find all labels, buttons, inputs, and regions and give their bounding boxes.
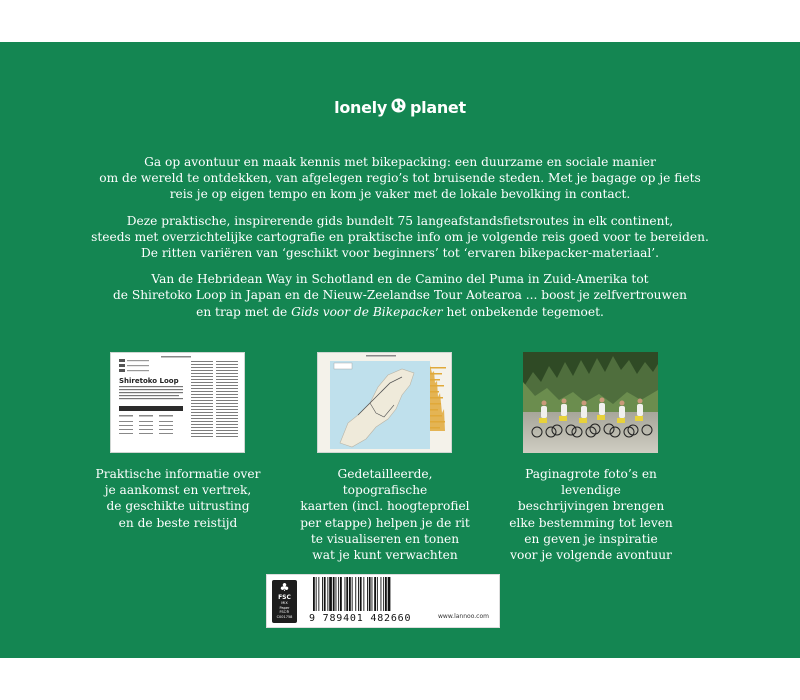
globe-icon bbox=[391, 98, 406, 117]
tree-icon: ♣ bbox=[279, 581, 290, 594]
barcode-bar bbox=[316, 577, 317, 611]
lonely-planet-logo bbox=[0, 98, 800, 117]
isbn-number: 9 789401 482660 bbox=[309, 613, 412, 624]
book-title: Gids voor de Bikepacker bbox=[291, 304, 443, 319]
barcode-bar bbox=[369, 577, 371, 611]
back-cover bbox=[0, 42, 800, 658]
barcode-bar bbox=[377, 577, 378, 611]
barcode-bar bbox=[372, 577, 373, 611]
intro-text bbox=[90, 154, 710, 330]
caption-maps: Gedetailleerde, topografische kaarten (incl. hoogteprofiel per etappe) helpen je de rit te visualiseren en tonen wat je kunt verwachten bbox=[300, 467, 470, 563]
barcode-bar bbox=[383, 577, 384, 611]
fsc-logo: ♣ FSC MIX Paper FSC® C001758 bbox=[272, 580, 297, 623]
logo-text-left: lonely bbox=[334, 98, 387, 117]
intro-paragraph-2: Deze praktische, inspirerende gids bundelt 75 langeafstandsfietsroutes in elk continent, steeds met overzichtelijke cartografie en praktische info om je volgende reis goed voor te bereiden. De ritten variëren van ‘geschikt voor beginners’ tot ‘ervaren bikepacker-materiaal’. bbox=[91, 213, 709, 261]
sample-map-thumbnail bbox=[317, 352, 452, 453]
caption-photos: Paginagrote foto’s en levendige beschrijvingen brengen elke bestemming tot leven en geven je inspiratie voor je volgende avontuur bbox=[509, 467, 673, 563]
sample-page-title: Shiretoko Loop bbox=[119, 377, 179, 385]
barcode-bar bbox=[374, 577, 376, 611]
barcode-bar bbox=[333, 577, 335, 611]
barcode-bar bbox=[360, 577, 362, 611]
intro-paragraph-1: Ga op avontuur en maak kennis met bikepacking: een duurzame en sociale manier om de wereld te ontdekken, van afgelegen regio’s tot bruisende steden. Met je bagage op je fiets reis je op eigen tempo en kom je vaker met de lokale bevolking in contact. bbox=[99, 155, 701, 202]
barcode-bar bbox=[355, 577, 356, 611]
barcode-bar bbox=[327, 577, 328, 611]
sample-page-thumbnail bbox=[110, 352, 245, 453]
barcode-bar bbox=[352, 577, 353, 611]
barcode-bar bbox=[381, 577, 382, 611]
barcode-bar bbox=[318, 577, 319, 611]
barcode-bar bbox=[346, 577, 348, 611]
barcode-bar bbox=[358, 577, 359, 611]
barcode-bar bbox=[340, 577, 342, 611]
barcode-bar bbox=[329, 577, 332, 611]
barcode-bar bbox=[367, 577, 368, 611]
barcode-bar bbox=[322, 577, 323, 611]
barcode-bar bbox=[363, 577, 364, 611]
barcode-panel bbox=[266, 574, 500, 628]
caption-practical-info: Praktische informatie over je aankomst en vertrek, de geschikte uitrusting en de beste reistijd bbox=[95, 467, 261, 530]
barcode bbox=[313, 577, 433, 613]
barcode-bar bbox=[324, 577, 326, 611]
barcode-bar bbox=[388, 577, 391, 611]
barcode-bar bbox=[345, 577, 346, 611]
barcode-bar bbox=[385, 577, 387, 611]
barcode-bar bbox=[313, 577, 315, 611]
barcode-bar bbox=[349, 577, 351, 611]
barcode-bar bbox=[338, 577, 339, 611]
barcode-bar bbox=[336, 577, 337, 611]
intro-paragraph-3: Van de Hebridean Way in Schotland en de Camino del Puma in Zuid-Amerika tot de Shiretoko Loop in Japan en de Nieuw-Zeelandse Tour Aotearoa ... boost je zelfvertrouwen en trap met de Gids voor de Bikepacker het onbekende tegemoet. bbox=[112, 272, 688, 319]
cyclists-photo-thumbnail bbox=[523, 352, 658, 453]
logo-text-right: planet bbox=[410, 98, 466, 117]
publisher-website: www.lannoo.com bbox=[438, 613, 489, 620]
